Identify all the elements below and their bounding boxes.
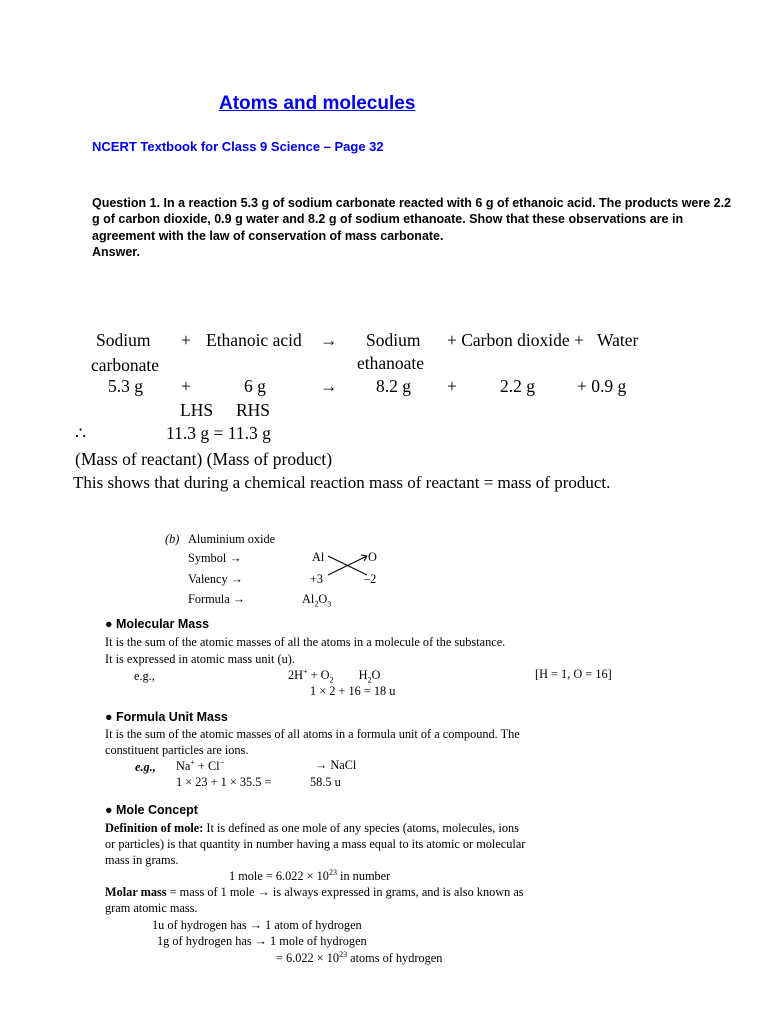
formula-unit-result: 58.5 u	[310, 775, 341, 789]
page-subtitle: NCERT Textbook for Class 9 Science – Page 32	[92, 139, 384, 154]
formula-unit-line2: constituent particles are ions.	[105, 743, 249, 757]
hydrogen-line1: 1u of hydrogen has → 1 atom of hydrogen	[152, 918, 362, 932]
reactant-ethanoic-acid: Ethanoic acid	[206, 330, 302, 350]
valency-o: –2	[364, 572, 377, 586]
therefore-symbol: ∴	[75, 423, 87, 443]
molecular-mass-line1: It is the sum of the atomic masses of all the atoms in a molecule of the substance.	[105, 635, 506, 649]
reactant-carbonate: carbonate	[91, 355, 160, 375]
mole-definition-line3: mass in grams.	[105, 853, 179, 867]
molecular-mass-heading: ● Molecular Mass	[105, 617, 210, 631]
nacl-product: → NaCl	[315, 758, 357, 772]
question-text: Question 1. In a reaction 5.3 g of sodium carbonate reacted with 6 g of ethanoic acid. The products were 2.2 g of carbon dioxide, 0.9 g water and 8.2 g of sodium ethanoate. Show that these observations are in agreement with the law of conservation of mass carbonate.	[92, 196, 732, 243]
formula-al2o3: $Al_2O_3$	[302, 592, 332, 609]
avogadro-number: 1 mole = $6.022 \times 10^{23}$ in number	[229, 868, 391, 884]
formula-unit-line1: It is the sum of the atomic masses of all atoms in a formula unit of a compound. The	[105, 727, 520, 741]
hydrogen-line3: = $6.022 \times 10^{23}$ atoms of hydrogen	[276, 950, 443, 966]
product-sodium: Sodium	[366, 330, 421, 350]
symbol-o: O	[368, 550, 377, 564]
formula-unit-calc: 1 × 23 + 1 × 35.5 =	[176, 775, 272, 789]
rhs-label: RHS	[236, 400, 271, 420]
eg-label: e.g.,	[135, 760, 156, 774]
molecular-equation: $2H^+ + O_2$ $H_2O$	[288, 667, 381, 685]
mass-balance: 11.3 g = 11.3 g	[166, 423, 271, 443]
page-title[interactable]: Atoms and molecules	[219, 93, 416, 114]
mass-carbon-dioxide: 2.2 g	[500, 376, 535, 396]
plus-sign: +	[181, 376, 191, 396]
molecular-mass-line2: It is expressed in atomic mass unit (u).	[105, 652, 295, 666]
mass-sodium-ethanoate: 8.2 g	[376, 376, 411, 396]
mole-definition-line1: Definition of mole: It is defined as one mole of any species (atoms, molecules, ions	[105, 821, 519, 835]
answer-label: Answer.	[92, 244, 140, 259]
valency-cross-diagram	[325, 553, 370, 578]
mass-water: + 0.9 g	[577, 376, 627, 396]
valency-al: +3	[310, 572, 324, 586]
reactant-sodium: Sodium	[96, 330, 151, 350]
molar-mass-line2: gram atomic mass.	[105, 901, 198, 915]
atomic-masses-given: [H = 1, O = 16]	[535, 667, 612, 681]
conclusion: This shows that during a chemical reaction mass of reactant = mass of product.	[73, 473, 611, 492]
formula-unit-mass-heading: ● Formula Unit Mass	[105, 710, 228, 724]
mole-concept-heading: ● Mole Concept	[105, 803, 198, 817]
mass-sodium-carbonate: 5.3 g	[108, 376, 143, 396]
formula-label: Formula →	[188, 592, 246, 606]
label-b: (b)	[165, 532, 180, 546]
nacl-equation: Na+ + Cl−	[176, 758, 225, 774]
plus-sign: +	[181, 330, 191, 350]
product-water: Water	[597, 330, 639, 350]
molecular-mass-calc: 1 × 2 + 16 = 18 u	[310, 684, 396, 698]
reaction-arrow: →	[320, 330, 338, 350]
molar-mass-line1: Molar mass = mass of 1 mole → is always expressed in grams, and is also known as	[105, 885, 524, 899]
question-block	[92, 195, 732, 260]
symbol-label: Symbol →	[188, 551, 242, 565]
product-ethanoate: ethanoate	[357, 353, 425, 373]
mole-definition-line2: or particles) is that quantity in number having a mass equal to its atomic or molecular	[105, 837, 526, 851]
aluminium-oxide-name: Aluminium oxide	[188, 532, 276, 546]
eg-label: e.g.,	[134, 669, 155, 683]
mass-ethanoic-acid: 6 g	[244, 376, 266, 396]
lhs-label: LHS	[180, 400, 214, 420]
symbol-al: Al	[312, 550, 325, 564]
valency-label: Valency →	[188, 572, 243, 586]
reaction-arrow: →	[320, 376, 338, 396]
masses-note: (Mass of reactant) (Mass of product)	[75, 449, 333, 469]
plus-sign: +	[447, 376, 457, 396]
product-carbon-dioxide: + Carbon dioxide +	[447, 330, 584, 350]
hydrogen-line2: 1g of hydrogen has → 1 mole of hydrogen	[157, 934, 367, 948]
